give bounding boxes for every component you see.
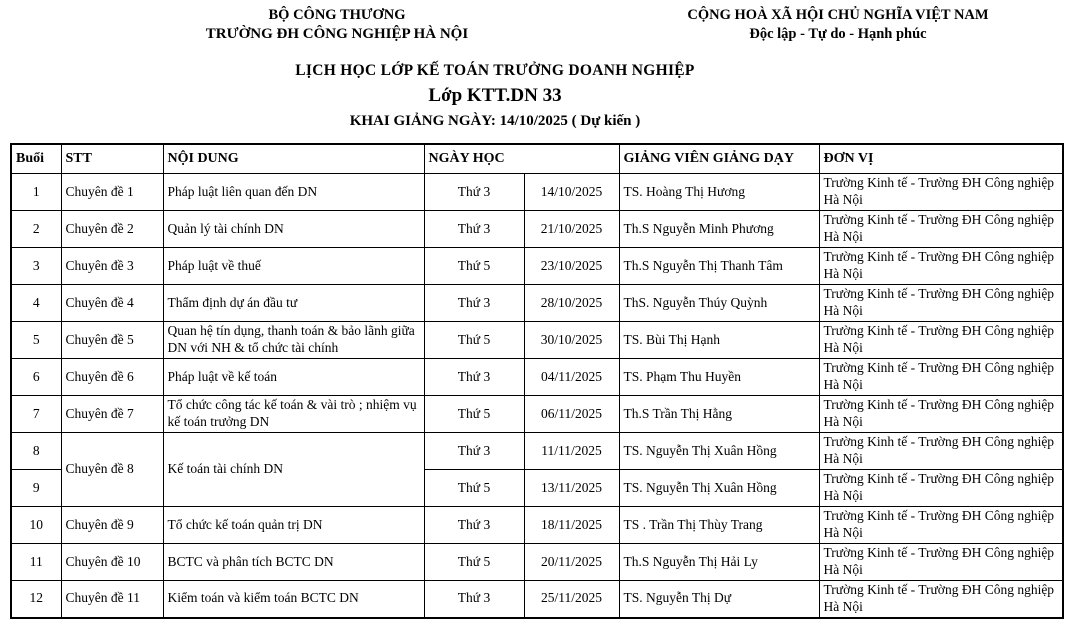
org-header-left xyxy=(150,6,524,44)
cell-giang-vien: Th.S Nguyễn Thị Hải Ly xyxy=(619,544,819,581)
cell-giang-vien: TS. Bùi Thị Hạnh xyxy=(619,322,819,359)
table-row xyxy=(11,211,1063,248)
cell-buoi: 6 xyxy=(11,359,61,396)
table-row xyxy=(11,507,1063,544)
cell-buoi: 2 xyxy=(11,211,61,248)
cell-noi-dung: Pháp luật về thuế xyxy=(163,248,424,285)
cell-don-vi: Trường Kinh tế - Trường ĐH Công nghiệp Hà Nội xyxy=(819,285,1063,322)
cell-giang-vien: TS. Nguyễn Thị Xuân Hồng xyxy=(619,433,819,470)
cell-thu: Thứ 3 xyxy=(424,581,524,618)
cell-ngay: 30/10/2025 xyxy=(524,322,619,359)
cell-buoi: 4 xyxy=(11,285,61,322)
col-header-ngay-hoc: NGÀY HỌC xyxy=(424,144,619,174)
cell-don-vi: Trường Kinh tế - Trường ĐH Công nghiệp Hà Nội xyxy=(819,322,1063,359)
cell-ngay: 23/10/2025 xyxy=(524,248,619,285)
col-header-don-vi: ĐƠN VỊ xyxy=(819,144,1063,174)
cell-buoi: 12 xyxy=(11,581,61,618)
cell-ngay: 11/11/2025 xyxy=(524,433,619,470)
cell-thu: Thứ 3 xyxy=(424,359,524,396)
cell-ngay: 06/11/2025 xyxy=(524,396,619,433)
cell-don-vi: Trường Kinh tế - Trường ĐH Công nghiệp Hà Nội xyxy=(819,433,1063,470)
cell-noi-dung: Kiểm toán và kiểm toán BCTC DN xyxy=(163,581,424,618)
cell-ngay: 28/10/2025 xyxy=(524,285,619,322)
cell-ngay: 14/10/2025 xyxy=(524,174,619,211)
cell-buoi: 9 xyxy=(11,470,61,507)
schedule-title: LỊCH HỌC LỚP KẾ TOÁN TRƯỞNG DOANH NGHIỆP xyxy=(295,62,695,79)
cell-thu: Thứ 3 xyxy=(424,433,524,470)
cell-buoi: 5 xyxy=(11,322,61,359)
class-name: Lớp KTT.DN 33 xyxy=(428,85,562,107)
cell-don-vi: Trường Kinh tế - Trường ĐH Công nghiệp Hà Nội xyxy=(819,174,1063,211)
cell-noi-dung: BCTC và phân tích BCTC DN xyxy=(163,544,424,581)
cell-giang-vien: TS. Hoàng Thị Hương xyxy=(619,174,819,211)
cell-ngay: 20/11/2025 xyxy=(524,544,619,581)
cell-thu: Thứ 3 xyxy=(424,285,524,322)
cell-giang-vien: Th.S Trần Thị Hằng xyxy=(619,396,819,433)
schedule-table xyxy=(10,143,1064,619)
cell-buoi: 1 xyxy=(11,174,61,211)
cell-don-vi: Trường Kinh tế - Trường ĐH Công nghiệp Hà Nội xyxy=(819,581,1063,618)
cell-don-vi: Trường Kinh tế - Trường ĐH Công nghiệp Hà Nội xyxy=(819,396,1063,433)
table-row xyxy=(11,285,1063,322)
cell-stt: Chuyên đề 11 xyxy=(61,581,163,618)
cell-stt: Chuyên đề 3 xyxy=(61,248,163,285)
cell-ngay: 25/11/2025 xyxy=(524,581,619,618)
cell-don-vi: Trường Kinh tế - Trường ĐH Công nghiệp Hà Nội xyxy=(819,544,1063,581)
cell-giang-vien: TS. Phạm Thu Huyền xyxy=(619,359,819,396)
cell-buoi: 8 xyxy=(11,433,61,470)
national-motto-line2: Độc lập - Tự do - Hạnh phúc xyxy=(749,25,927,42)
cell-thu: Thứ 3 xyxy=(424,507,524,544)
cell-thu: Thứ 3 xyxy=(424,211,524,248)
cell-buoi: 3 xyxy=(11,248,61,285)
cell-giang-vien: Th.S Nguyễn Minh Phương xyxy=(619,211,819,248)
table-header-row xyxy=(11,144,1063,174)
cell-noi-dung: Tổ chức công tác kế toán & vài trò ; nhiệm vụ kế toán trưởng DN xyxy=(163,396,424,433)
cell-thu: Thứ 5 xyxy=(424,322,524,359)
cell-thu: Thứ 5 xyxy=(424,248,524,285)
ministry-name: BỘ CÔNG THƯƠNG xyxy=(268,7,406,23)
cell-giang-vien: TS. Nguyễn Thị Dự xyxy=(619,581,819,618)
cell-stt-merged: Chuyên đề 8 xyxy=(61,433,163,507)
document-title-block xyxy=(0,61,990,131)
cell-thu: Thứ 5 xyxy=(424,544,524,581)
cell-stt: Chuyên đề 2 xyxy=(61,211,163,248)
cell-noi-dung-merged: Kế toán tài chính DN xyxy=(163,433,424,507)
opening-date: KHAI GIẢNG NGÀY: 14/10/2025 ( Dự kiến ) xyxy=(349,112,641,129)
cell-stt: Chuyên đề 1 xyxy=(61,174,163,211)
cell-thu: Thứ 3 xyxy=(424,174,524,211)
university-name: TRƯỜNG ĐH CÔNG NGHIỆP HÀ NỘI xyxy=(205,25,469,42)
cell-don-vi: Trường Kinh tế - Trường ĐH Công nghiệp Hà Nội xyxy=(819,507,1063,544)
cell-stt: Chuyên đề 9 xyxy=(61,507,163,544)
cell-noi-dung: Pháp luật về kế toán xyxy=(163,359,424,396)
cell-ngay: 21/10/2025 xyxy=(524,211,619,248)
cell-giang-vien: Th.S Nguyễn Thị Thanh Tâm xyxy=(619,248,819,285)
cell-noi-dung: Quan hệ tín dụng, thanh toán & bảo lãnh giữa DN với NH & tổ chức tài chính xyxy=(163,322,424,359)
cell-noi-dung: Pháp luật liên quan đến DN xyxy=(163,174,424,211)
cell-buoi: 7 xyxy=(11,396,61,433)
cell-buoi: 10 xyxy=(11,507,61,544)
cell-giang-vien: TS . Trần Thị Thùy Trang xyxy=(619,507,819,544)
cell-stt: Chuyên đề 6 xyxy=(61,359,163,396)
table-row xyxy=(11,396,1063,433)
national-motto-line1: CỘNG HOÀ XÃ HỘI CHỦ NGHĨA VIỆT NAM xyxy=(687,7,989,23)
cell-giang-vien: ThS. Nguyễn Thúy Quỳnh xyxy=(619,285,819,322)
cell-don-vi: Trường Kinh tế - Trường ĐH Công nghiệp Hà Nội xyxy=(819,470,1063,507)
table-row xyxy=(11,359,1063,396)
cell-ngay: 04/11/2025 xyxy=(524,359,619,396)
table-row xyxy=(11,544,1063,581)
cell-stt: Chuyên đề 4 xyxy=(61,285,163,322)
cell-ngay: 13/11/2025 xyxy=(524,470,619,507)
cell-don-vi: Trường Kinh tế - Trường ĐH Công nghiệp Hà Nội xyxy=(819,211,1063,248)
col-header-giang-vien: GIẢNG VIÊN GIẢNG DẠY xyxy=(619,144,819,174)
cell-stt: Chuyên đề 7 xyxy=(61,396,163,433)
col-header-stt: STT xyxy=(61,144,163,174)
table-row xyxy=(11,581,1063,618)
cell-noi-dung: Quản lý tài chính DN xyxy=(163,211,424,248)
table-row xyxy=(11,322,1063,359)
col-header-buoi: Buổi xyxy=(11,144,61,174)
cell-noi-dung: Thẩm định dự án đầu tư xyxy=(163,285,424,322)
table-row xyxy=(11,248,1063,285)
cell-giang-vien: TS. Nguyễn Thị Xuân Hồng xyxy=(619,470,819,507)
cell-thu: Thứ 5 xyxy=(424,470,524,507)
cell-don-vi: Trường Kinh tế - Trường ĐH Công nghiệp Hà Nội xyxy=(819,248,1063,285)
cell-stt: Chuyên đề 10 xyxy=(61,544,163,581)
org-header-right xyxy=(670,6,1006,44)
table-row xyxy=(11,433,1063,470)
cell-don-vi: Trường Kinh tế - Trường ĐH Công nghiệp Hà Nội xyxy=(819,359,1063,396)
cell-stt: Chuyên đề 5 xyxy=(61,322,163,359)
cell-ngay: 18/11/2025 xyxy=(524,507,619,544)
cell-thu: Thứ 5 xyxy=(424,396,524,433)
cell-buoi: 11 xyxy=(11,544,61,581)
col-header-noi-dung: NỘI DUNG xyxy=(163,144,424,174)
cell-noi-dung: Tổ chức kế toán quản trị DN xyxy=(163,507,424,544)
table-row xyxy=(11,174,1063,211)
